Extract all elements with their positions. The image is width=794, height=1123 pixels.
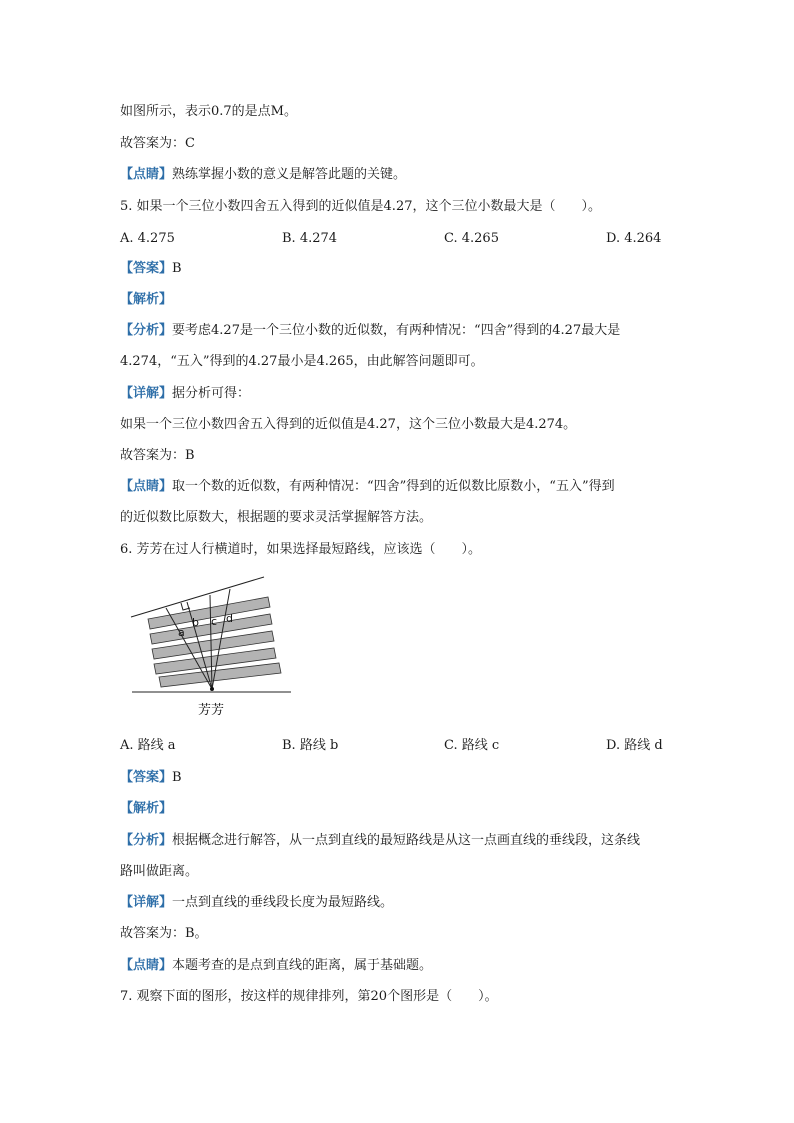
analysis-tag: 【解析】 [120, 292, 173, 307]
answer-value: B [172, 770, 182, 785]
q6-fenxi-line-1 [120, 833, 640, 849]
detail-text: 一点到直线的垂线段长度为最短路线。 [172, 895, 394, 910]
detail-text: 据分析可得： [172, 386, 251, 401]
q6-option-b: B. 路线 b [282, 738, 339, 753]
q6-option-a: A. 路线 a [120, 738, 176, 753]
question-7: 7. 观察下面的图形，按这样的规律排列，第20个图形是（ ）。 [120, 989, 498, 1004]
note-tag: 【点睛】 [120, 958, 173, 973]
q5-option-a: A. 4.275 [120, 231, 175, 246]
label-c: c [211, 615, 218, 628]
q6-analysis-heading [120, 801, 172, 817]
q6-note-line [120, 958, 432, 974]
q5-option-d: D. 4.264 [606, 231, 662, 246]
analysis-tag: 【解析】 [120, 801, 173, 816]
fenxi-tag: 【分析】 [120, 323, 173, 338]
label-b: b [192, 616, 199, 629]
label-d: d [226, 612, 233, 625]
q5-note-line-1 [120, 479, 615, 495]
q5-option-c: C. 4.265 [444, 231, 499, 246]
question-5: 5. 如果一个三位小数四舍五入得到的近似值是4.27，这个三位小数最大是（ ）。 [120, 199, 601, 214]
note-tag: 【点睛】 [120, 167, 173, 182]
fenxi-text: 根据概念进行解答，从一点到直线的最短路线是从这一点画直线的垂线段，这条线 [172, 833, 641, 848]
q6-detail-line [120, 895, 393, 911]
note-tag: 【点睛】 [120, 479, 173, 494]
q6-answer-line [120, 770, 182, 786]
q6-option-c: C. 路线 c [444, 738, 500, 753]
fangfang-point [210, 687, 214, 691]
person-label: 芳芳 [198, 703, 225, 718]
q5-note-line-2: 的近似数比原数大，根据题的要求灵活掌握解答方法。 [120, 510, 433, 525]
q5-fenxi-line-2: 4.274，“五入”得到的4.27最小是4.265，由此解答问题即可。 [120, 354, 484, 369]
answer-tag: 【答案】 [120, 770, 173, 785]
q5-result-line: 故答案为：B [120, 448, 195, 463]
q6-result-line: 故答案为：B。 [120, 926, 208, 941]
q6-fenxi-line-2: 路叫做距离。 [120, 864, 199, 879]
q5-fenxi-line-1 [120, 323, 620, 339]
q6-option-d: D. 路线 d [606, 738, 663, 753]
q5-detail-line-2: 如果一个三位小数四舍五入得到的近似值是4.27，这个三位小数最大是4.274。 [120, 417, 577, 432]
detail-tag: 【详解】 [120, 895, 173, 910]
crosswalk-figure [128, 574, 298, 724]
note-line [120, 167, 406, 183]
fenxi-text: 要考虑4.27是一个三位小数的近似数，有两种情况：“四舍”得到的4.27最大是 [172, 323, 621, 338]
answer-tag: 【答案】 [120, 261, 173, 276]
answer-value: B [172, 261, 182, 276]
note-text: 取一个数的近似数，有两种情况：“四舍”得到的近似数比原数小，“五入”得到 [172, 479, 615, 494]
answer-line: 故答案为：C [120, 136, 195, 151]
note-text: 熟练掌握小数的意义是解答此题的关键。 [172, 167, 407, 182]
conclusion-line: 如图所示，表示0.7的是点M。 [120, 104, 297, 119]
q5-answer-line [120, 261, 182, 277]
detail-tag: 【详解】 [120, 386, 173, 401]
fenxi-tag: 【分析】 [120, 833, 173, 848]
q5-option-b: B. 4.274 [282, 231, 338, 246]
question-6: 6. 芳芳在过人行横道时，如果选择最短路线，应该选（ ）。 [120, 542, 482, 557]
note-text: 本题考查的是点到直线的距离，属于基础题。 [172, 958, 433, 973]
q5-analysis-heading [120, 292, 172, 308]
label-a: a [178, 626, 185, 639]
q5-detail-line [120, 386, 250, 402]
